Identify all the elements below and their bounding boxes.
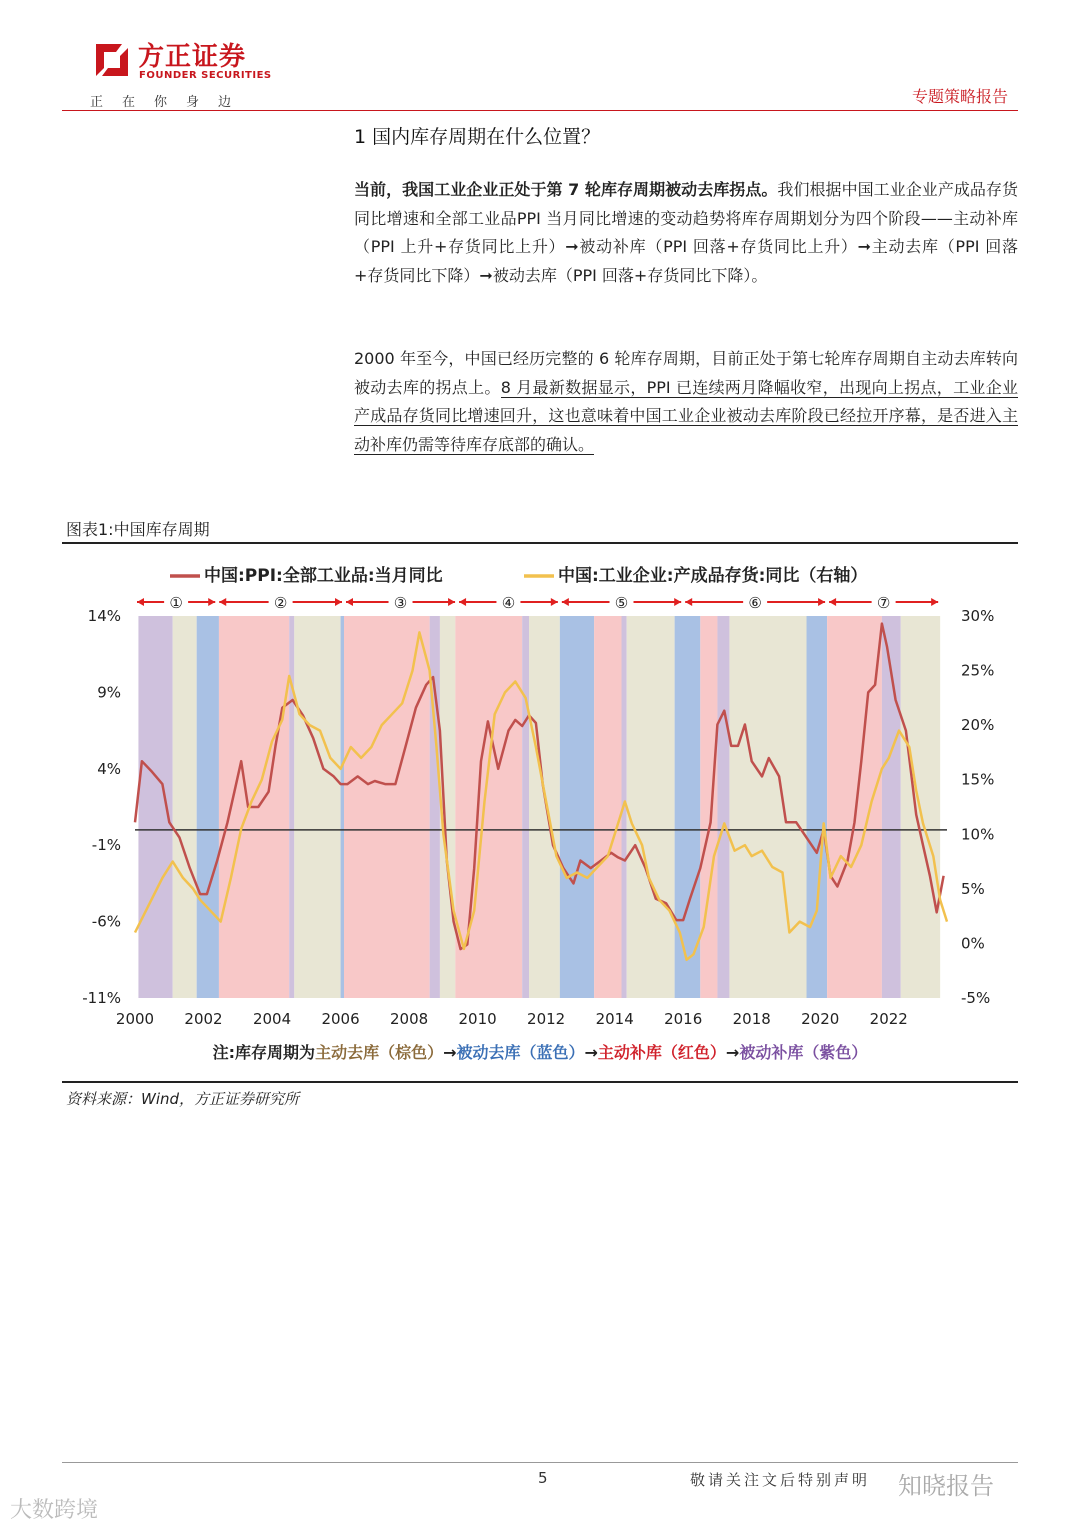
- legend-label-1: 中国:PPI:全部工业品:当月同比: [204, 566, 443, 586]
- phase-band: [700, 616, 717, 998]
- x-tick-label: 2004: [252, 1010, 292, 1028]
- cycle-arrowhead-left: [346, 598, 353, 606]
- footer-disclaimer: 敬请关注文后特别声明: [690, 1471, 871, 1489]
- figure-source: 资料来源：Wind，方正证券研究所: [66, 1090, 300, 1108]
- phase-band: [675, 616, 701, 998]
- phase-band: [807, 616, 828, 998]
- x-tick-label: 2016: [664, 1010, 703, 1028]
- phase-band: [522, 616, 529, 998]
- cycle-arrowhead-right: [208, 598, 215, 606]
- cycle-arrowhead-left: [562, 598, 569, 606]
- phase-band: [627, 616, 675, 998]
- brand-name-cn: 方正证券: [138, 42, 247, 72]
- paragraph-1-lead: 当前，我国工业企业正处于第 7 轮库存周期被动去库拐点。: [354, 180, 778, 199]
- founder-logo-icon: [90, 38, 134, 82]
- figure-title: 图表1:中国库存周期: [66, 520, 210, 539]
- x-tick-label: 2022: [869, 1010, 908, 1028]
- y-left-tick-label: 14%: [87, 607, 121, 625]
- chart-note-item: 主动补库（红色）: [597, 1043, 726, 1062]
- y-right-tick-label: -5%: [961, 989, 991, 1007]
- cycle-arrowhead-right: [335, 598, 342, 606]
- paragraph-2-body: 2000 年至今，中国已经历完整的 6 轮库存周期，目前正处于第七轮库存周期自主动去库转向被动去库的拐点上。: [354, 349, 1018, 397]
- phase-band: [294, 616, 340, 998]
- y-left-tick-label: 9%: [97, 683, 121, 702]
- phase-band: [729, 616, 806, 998]
- phase-band: [560, 616, 594, 998]
- page-number: 5: [538, 1469, 548, 1487]
- watermark-right: 知晓报告: [898, 1472, 994, 1500]
- y-right-tick-label: 15%: [961, 770, 995, 789]
- phase-band: [594, 616, 621, 998]
- y-right-tick-label: 10%: [961, 825, 995, 844]
- cycle-number-label: ⑦: [876, 594, 891, 612]
- chart-note-item: 主动去库（棕色）: [315, 1043, 444, 1062]
- x-tick-label: 2008: [389, 1010, 429, 1028]
- paragraph-1-body: 我们根据中国工业企业产成品存货同比增速和全部工业品PPI 当月同比增速的变动趋势将库存周期划分为四个阶段——主动补库（PPI 上升+存货同比上升）➞被动补库（PPI 回落+存货同比上升）➞主动去库（PPI 回落+存货同比下降）➞被动去库（PPI 回落+存货同比下降）。: [354, 180, 1018, 285]
- cycle-number-label: ⑤: [614, 594, 629, 612]
- phase-band: [197, 616, 219, 998]
- x-tick-label: 2010: [458, 1010, 497, 1028]
- phase-band: [430, 616, 440, 998]
- y-right-tick-label: 20%: [961, 716, 995, 735]
- phase-band: [289, 616, 294, 998]
- y-left-tick-label: 4%: [97, 759, 121, 778]
- chart-note-item: 被动去库（蓝色）: [456, 1043, 585, 1062]
- paragraph-2: [354, 345, 1018, 459]
- watermark-left: 大数跨境: [10, 1498, 99, 1523]
- y-right-tick-label: 5%: [961, 879, 985, 898]
- cycle-number-label: ⑥: [748, 594, 762, 612]
- header-divider: [62, 110, 1018, 111]
- x-tick-label: 2012: [527, 1010, 566, 1028]
- y-left-tick-label: -6%: [91, 912, 121, 931]
- cycle-arrowhead-left: [685, 598, 692, 606]
- brand-slogan: 正在你身边: [90, 95, 251, 110]
- cycle-arrowhead-left: [137, 598, 144, 606]
- chart-note-item: 被动补库（紫色）: [739, 1043, 868, 1062]
- cycle-arrowhead-right: [818, 598, 825, 606]
- cycle-arrowhead-right: [448, 598, 455, 606]
- legend-label-2: 中国:工业企业:产成品存货:同比（右轴）: [558, 566, 868, 586]
- cycle-number-label: ④: [501, 594, 516, 612]
- cycle-arrowhead-right: [931, 598, 938, 606]
- section-title: 1 国内库存周期在什么位置？: [354, 126, 601, 148]
- phase-band: [827, 616, 882, 998]
- y-left-tick-label: -11%: [82, 989, 121, 1007]
- x-tick-label: 2000: [115, 1010, 155, 1028]
- cycle-number-label: ③: [393, 594, 408, 612]
- y-left-tick-label: -1%: [91, 836, 121, 855]
- figure-top-rule: [62, 542, 1018, 544]
- cycle-arrowhead-left: [219, 598, 226, 606]
- cycle-arrowhead-left: [829, 598, 836, 606]
- brand-name-en: FOUNDER SECURITIES: [139, 70, 272, 81]
- phase-band: [173, 616, 197, 998]
- figure-bottom-rule: [62, 1081, 1018, 1083]
- y-right-tick-label: 0%: [961, 934, 985, 953]
- footer-divider: [62, 1462, 1018, 1463]
- phase-band: [341, 616, 344, 998]
- cycle-number-label: ①: [169, 594, 183, 612]
- inventory-cycle-chart: [62, 548, 1018, 1078]
- chart-note-arrow: →: [584, 1043, 598, 1062]
- phase-band: [717, 616, 729, 998]
- chart-note-arrow: →: [443, 1043, 457, 1062]
- chart-note-arrow: →: [725, 1043, 740, 1062]
- cycle-arrowhead-left: [459, 598, 466, 606]
- chart-note: [213, 1043, 868, 1062]
- y-right-tick-label: 25%: [961, 661, 995, 680]
- x-tick-label: 2014: [595, 1010, 634, 1028]
- phase-band: [344, 616, 430, 998]
- x-tick-label: 2020: [801, 1010, 840, 1028]
- cycle-arrowhead-right: [674, 598, 681, 606]
- report-type: 专题策略报告: [911, 87, 1008, 106]
- paragraph-2-highlight: 8 月最新数据显示，PPI 已连续两月降幅收窄，出现向上拐点，工业企业产成品存货同比增速回升，这也意味着中国工业企业被动去库阶段已经拉开序幕，是否进入主动补库仍需等待库存底部的确认。: [354, 377, 1018, 454]
- chart-note-prefix: 注:库存周期为: [212, 1043, 316, 1062]
- x-tick-label: 2006: [321, 1010, 360, 1028]
- y-right-tick-label: 30%: [961, 607, 995, 625]
- paragraph-1: [354, 176, 1018, 290]
- x-tick-label: 2018: [732, 1010, 771, 1028]
- phase-band: [529, 616, 560, 998]
- cycle-arrowhead-right: [551, 598, 558, 606]
- x-tick-label: 2002: [184, 1010, 223, 1028]
- cycle-number-label: ②: [273, 594, 288, 612]
